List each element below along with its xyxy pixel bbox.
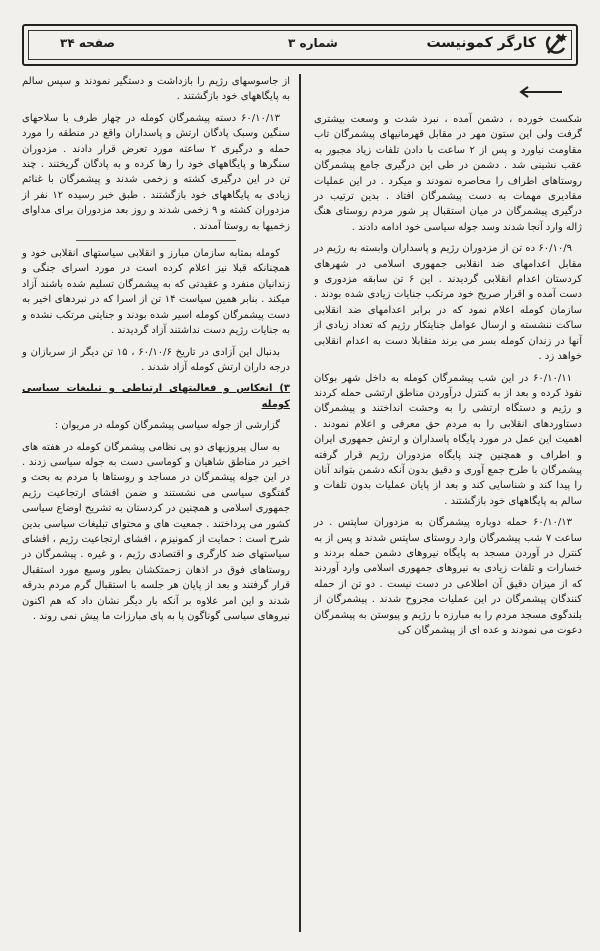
paragraph: شکست خورده ، دشمن آمده ، نبرد شدت و وسعت بیشتری گرفت ولی این ستون مهر در مقابل قهرمانیهای پیشمرگان تاب مقاومت نیاورد و پس از ۲ ساعت با دادن تلفات زیاد مجبور به عقب نشینی شد . دشمن در طی این درگیری جامع پیشمرگان روستاهای اطراف را محاصره نمودند و میکرد . در این عملیات مقادیری مهمات به دست پیشمرگان افتاد . بدین ترتیب در درگیری پیشمرگان در میان استقبال پر شور مردم روستای هنگ ژاله وارد آنجا شدند وسد جوله سیاسی خود ادامه دادند . bbox=[314, 114, 582, 233]
paragraph: گزارشی از جوله سیاسی پیشمرگان کومله در مریوان : bbox=[54, 420, 280, 432]
hammer-sickle-icon bbox=[542, 32, 568, 58]
paragraph: بدنبال این آزادی در تاریخ ۶۰/۱۰/۶ ، ۱۵ تن دیگر از سربازان و درجه داران ارتش کومله آزاد شدند . bbox=[22, 346, 290, 373]
page-header bbox=[22, 24, 578, 66]
article-column-right bbox=[314, 112, 582, 644]
paragraph: ۶۰/۱۰/۱۱ در این شب پیشمرگان کومله به داخل شهر بوکان نفوذ کرده و بعد از به کنترل درآوردن مناطق ارتشی حمله کردند و رژیم و دستگاه ارتشی را به وحشت انداختند و پیشمرگان دستاوردهای انقلابی را به مردم حق معرفی و اعلام نمودند . اهمیت این عمل در مورد پایگاه پاسداران و ارتش جمهوری ایران و اطراف و همچنین چند پایگاه مزدوران رژیم قرار گرفته پیشمرگان با طرح جمع آوری و دقیق بدون آنکه دشمن بتواند آنان را پیدا کند و شناسایی کند و بعد از پایان عملیات بدون تلفات و سالم به پایگاههای خود بازگشتند . bbox=[314, 372, 582, 507]
article-column-left bbox=[22, 74, 290, 630]
paragraph: ۶۰/۱۰/۱۳ دسته پیشمرگان کومله در چهار طرف با سلاحهای سنگین وسبک پادگان ارتش و پاسداران واقع در منطقه را مورد حمله و درگیری ۲ ساعته مورد تعرض قرار دادند . مزدوران سنگرها و پایگاههای خود را رها کرده و به پادگان گریختند . چند تن در این درگیری کشته و زخمی شدند و پیشمرگان با غنائم زیادی به پایگاههای خود بازگشتند . طبق خبر رسیده ۱۲ نفر از مزدوران کشته و ۹ زخمی شدند و روز بعد مزدوران برای مداوای زخمیها به روستا آمدند . bbox=[22, 112, 291, 232]
section-heading: ۳) انعکاس و فعالیتهای ارتباطی و تبلیغات سیاسی کومله bbox=[22, 383, 290, 410]
paragraph: کومله بمثابه سازمان مبارز و انقلابی سیاستهای انقلابی خود و همچنانکه قبلا نیز اعلام کرده است در مورد اسرای جنگی و زندانیان منفرد و عقیدتی که به پیشمرگان تسلیم شده باشند آزاد میکند . بنابر همین سیاست ۱۴ تن از اسرا که در نبردهای اخیر به دست پیشمرگان کومله اسیر شده بودند و جنایتی مرتکب نشده و به جنایات رژیم دست نداشتند آزاد گردیدند . bbox=[22, 248, 290, 337]
publication-title: کارگر کمونیست bbox=[426, 35, 536, 51]
section-divider bbox=[76, 240, 236, 241]
column-divider bbox=[299, 74, 301, 932]
paragraph: از جاسوسهای رژیم را بازداشت و دستگیر نمودند و سپس سالم به پایگاههای خود بازگشتند . bbox=[22, 76, 290, 103]
paragraph: به سال پیروزیهای دو پی نظامی پیشمرگان کومله در هفته های اخیر در مناطق شاهیان و کوماسی دست به جوله سیاسی زدند . در این جوله پیشمرگان در مساجد و روستاها با مردم به بحث و گفتگوی سیاسی می نشستند و ضمن افشای ارتجاعیت رژیم جمهوری اسلامی و همچنین در کردستان به تشریح اوضاع سیاسی کشور می پرداختند . جمعیت های و محتوای تبلیغات سیاسی بدین شرح است : حمایت از کمونیزم ، افشای ارتجاعیت رژیم ، افشای سیاستهای ضد کارگری و اقتصادی رژیم ، و غیره . پیشمرگان در روستاهای فوق در اذهان زحمتکشان بطور وسیع مورد استقبال قرار گرفتند و بعد از پایان هر جلسه با استقبال گرم مردم بدرقه شدند و این امر علاوه بر آنکه بار دیگر نشان داد که هم اکنون نیروهای سیاسی گوناگون پا به پای مبارزات ما پیش نمی روند . bbox=[22, 441, 290, 622]
paragraph: ۶۰/۱۰/۹ ده تن از مزدوران رژیم و پاسداران وابسته به رژیم در مقابل اعدامهای ضد انقلابی جمهوری اسلامی در شهرهای کردستان اعدام انقلابی گردیدند . این ۶ تن سابقه مزدوری و دست آمده و اقرار صریح خود مرتکب جنایات زیادی شده بودند . سازمان کومله اعلام نمود که در برابر اعدامهای ضد انقلابی ساکت ننشسته و ارسال عوامل جنایتکار رژیم که تعداد زیادی از آنها در زندان کومله بسر می برند متقابلا دست به اعدام انقلابی خواهد زد . bbox=[314, 243, 582, 363]
paragraph: ۶۰/۱۰/۱۳ حمله دوباره پیشمرگان به مزدوران ساپتس . در ساعت ۷ شب پیشمرگان وارد روستای ساپتس شدند و پس از به کنترل در آوردن مسجد به پایگاه نیروهای دشمن حمله بردند و خسارات و تلفات زیادی به نیروهای جمهوری اسلامی وارد آوردند که از میزان دقیق آن اطلاعی در دست نیست . دو تن از حمله کنندگان پیشمرگان در این عملیات مجروح شدند . پیشمرگان از بلندگوی مسجد مردم را به مبارزه با رژیم و پیوستن به پیشمرگان دعوت می نمودند و عده ای از پیشمرگان کی bbox=[314, 517, 583, 636]
page-number: صفحه ۳۴ bbox=[60, 36, 115, 50]
issue-number: شماره ۳ bbox=[288, 36, 338, 50]
arrow-left-icon bbox=[518, 86, 564, 98]
